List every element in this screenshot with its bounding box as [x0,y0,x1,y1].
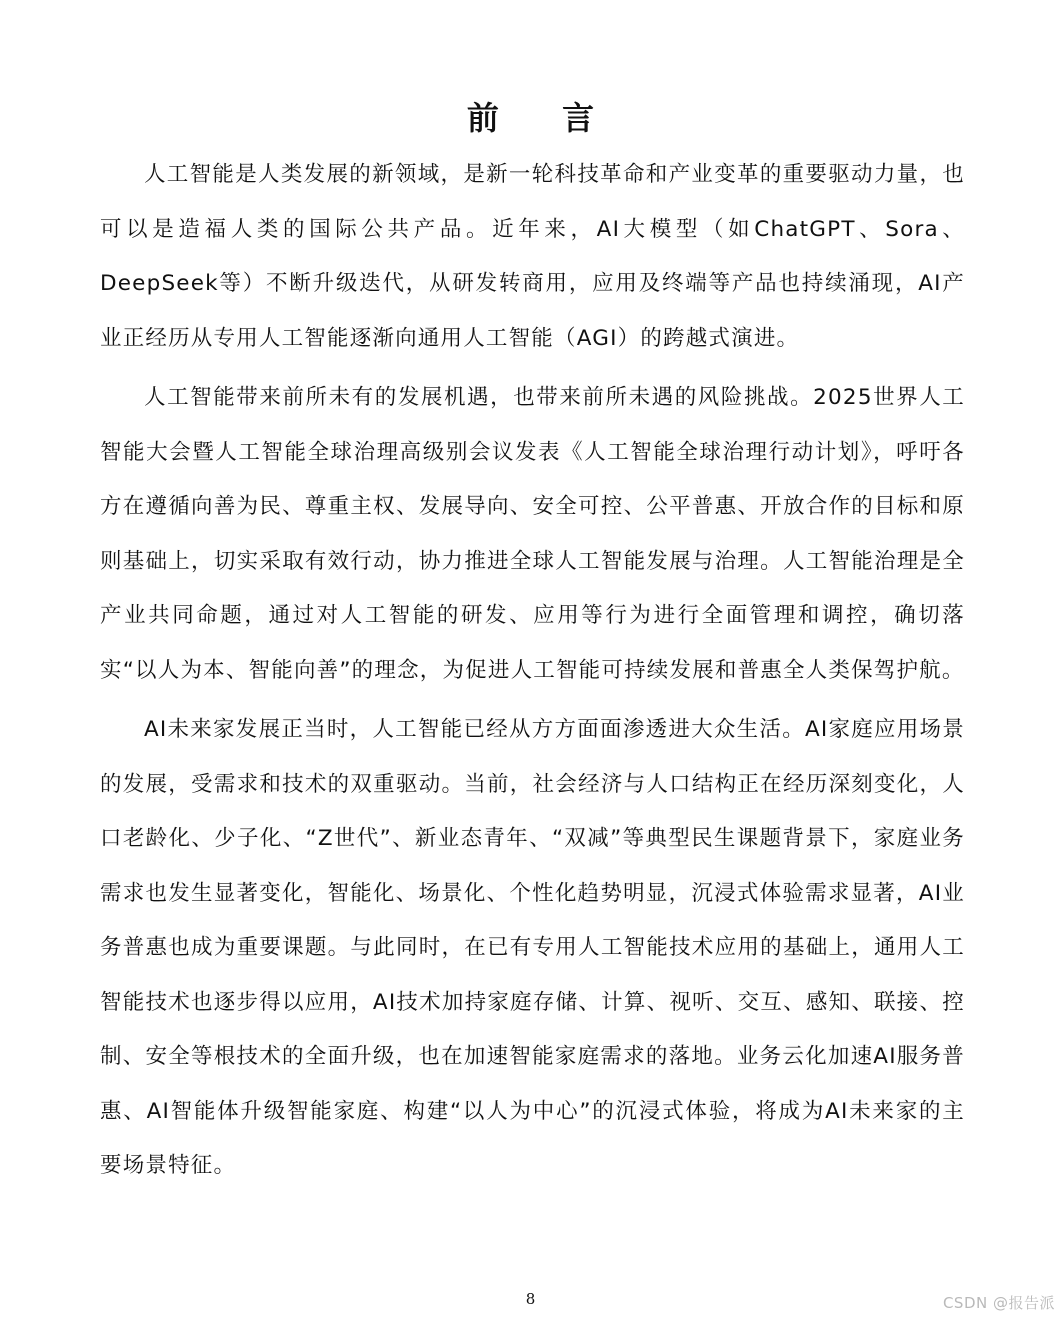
paragraph-2: 人工智能带来前所未有的发展机遇，也带来前所未遇的风险挑战。2025世界人工智能大会暨人工智能全球治理高级别会议发表《人工智能全球治理行动计划》，呼吁各方在遵循向善为民、尊重主权、发展导向、安全可控、公平普惠、开放合作的目标和原则基础上，切实采取有效行动，协力推进全球人工智能发展与治理。人工智能治理是全产业共同命题，通过对人工智能的研发、应用等行为进行全面管理和调控，确切落实“以人为本、智能向善”的理念，为促进人工智能可持续发展和普惠全人类保驾护航。 [100,385,965,683]
watermark: CSDN @报告派 [942,1294,1055,1312]
page-title: 前 言 [466,99,621,137]
body-text [100,148,965,1199]
paragraph-3: AI未来家发展正当时，人工智能已经从方方面面渗透进大众生活。AI家庭应用场景的发展，受需求和技术的双重驱动。当前，社会经济与人口结构正在经历深刻变化，人口老龄化、少子化、“Z世代”、新业态青年、“双减”等典型民生课题背景下，家庭业务需求也发生显著变化，智能化、场景化、个性化趋势明显，沉浸式体验需求显著，AI业务普惠也成为重要课题。与此同时，在已有专用人工智能技术应用的基础上，通用人工智能技术也逐步得以应用，AI技术加持家庭存储、计算、视听、交互、感知、联接、控制、安全等根技术的全面升级，也在加速智能家庭需求的落地。业务云化加速AI服务普惠、AI智能体升级智能家庭、构建“以人为中心”的沉浸式体验，将成为AI未来家的主要场景特征。 [100,717,965,1178]
page-number: 8 [525,1290,536,1308]
paragraph-1: 人工智能是人类发展的新领域，是新一轮科技革命和产业变革的重要驱动力量，也可以是造福人类的国际公共产品。近年来，AI大模型（如ChatGPT、Sora、DeepSeek等）不断升级迭代，从研发转商用，应用及终端等产品也持续涌现，AI产业正经历从专用人工智能逐渐向通用人工智能（AGI）的跨越式演进。 [100,162,965,351]
